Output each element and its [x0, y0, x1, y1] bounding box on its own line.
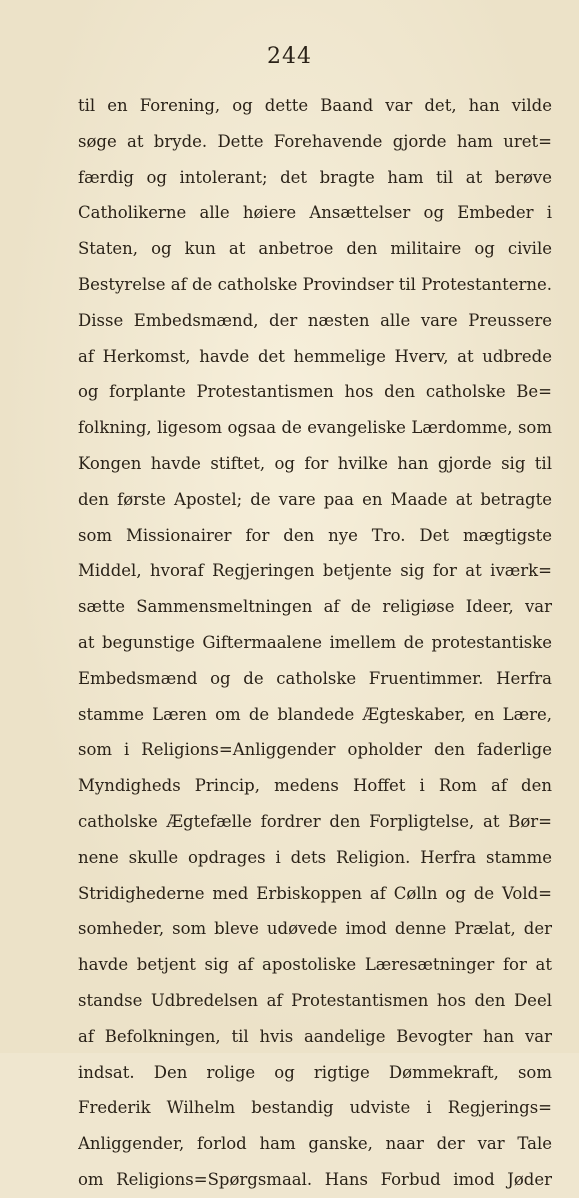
text-line: som i Religions=Anliggender opholder den faderlige — [78, 740, 552, 760]
text-line: nene skulle opdrages i dets Religion. Herfra stamme — [78, 847, 552, 867]
text-line: havde betjent sig af apostoliske Læresætninger for at — [78, 955, 552, 975]
page-number: 244 — [267, 44, 312, 69]
text-line: den første Apostel; de vare paa en Maade at betragte — [78, 489, 552, 509]
text-line: Anliggender, forlod ham ganske, naar der var Tale — [78, 1134, 552, 1154]
text-line: catholske Ægtefælle fordrer den Forpligtelse, at Bør= — [78, 811, 552, 831]
text-line: Middel, hvoraf Regjeringen betjente sig for at iværk= — [78, 561, 552, 581]
text-line: Stridighederne med Erbiskoppen af Cølln og de Vold= — [78, 883, 552, 903]
text-line: Kongen havde stiftet, og for hvilke han gjorde sig til — [78, 453, 552, 473]
text-line: Catholikerne alle høiere Ansættelser og Embeder i — [78, 203, 552, 223]
text-line: Myndigheds Princip, medens Hoffet i Rom af den — [78, 776, 552, 796]
text-line: at begunstige Giftermaalene imellem de protestantiske — [78, 632, 552, 652]
text-line: til en Forening, og dette Baand var det, han vilde — [78, 96, 552, 115]
text-line: sætte Sammensmeltningen af de religiøse Ideer, var — [78, 597, 552, 617]
text-line: indsat. Den rolige og rigtige Dømmekraft, som — [78, 1062, 552, 1082]
text-line: Disse Embedsmænd, der næsten alle vare Preussere — [78, 310, 552, 330]
text-line: af Herkomst, havde det hemmelige Hverv, at udbrede — [78, 346, 552, 366]
text-line: Frederik Wilhelm bestandig udviste i Regjerings= — [78, 1098, 552, 1118]
text-line: som Missionairer for den nye Tro. Det mægtigste — [78, 525, 552, 545]
text-line: færdig og intolerant; det bragte ham til at berøve — [78, 167, 552, 187]
body-text — [78, 88, 552, 1198]
text-line: om Religions=Spørgsmaal. Hans Forbud imod Jøder — [78, 1169, 552, 1189]
text-line: somheder, som bleve udøvede imod denne Prælat, der — [78, 919, 552, 939]
text-line: søge at bryde. Dette Forehavende gjorde ham uret= — [78, 131, 552, 151]
text-line: af Befolkningen, til hvis aandelige Bevogter han var — [78, 1026, 552, 1046]
text-line: og forplante Protestantismen hos den catholske Be= — [78, 382, 552, 402]
text-line: Bestyrelse af de catholske Provindser til Protestanterne. — [78, 274, 552, 294]
text-line: standse Udbredelsen af Protestantismen hos den Deel — [78, 990, 552, 1010]
text-line: stamme Læren om de blandede Ægteskaber, en Lære, — [78, 704, 552, 724]
text-line: folkning, ligesom ogsaa de evangeliske Lærdomme, som — [78, 418, 552, 438]
text-line: Embedsmænd og de catholske Fruentimmer. Herfra — [78, 668, 552, 688]
text-line: Staten, og kun at anbetroe den militaire og civile — [78, 239, 552, 259]
